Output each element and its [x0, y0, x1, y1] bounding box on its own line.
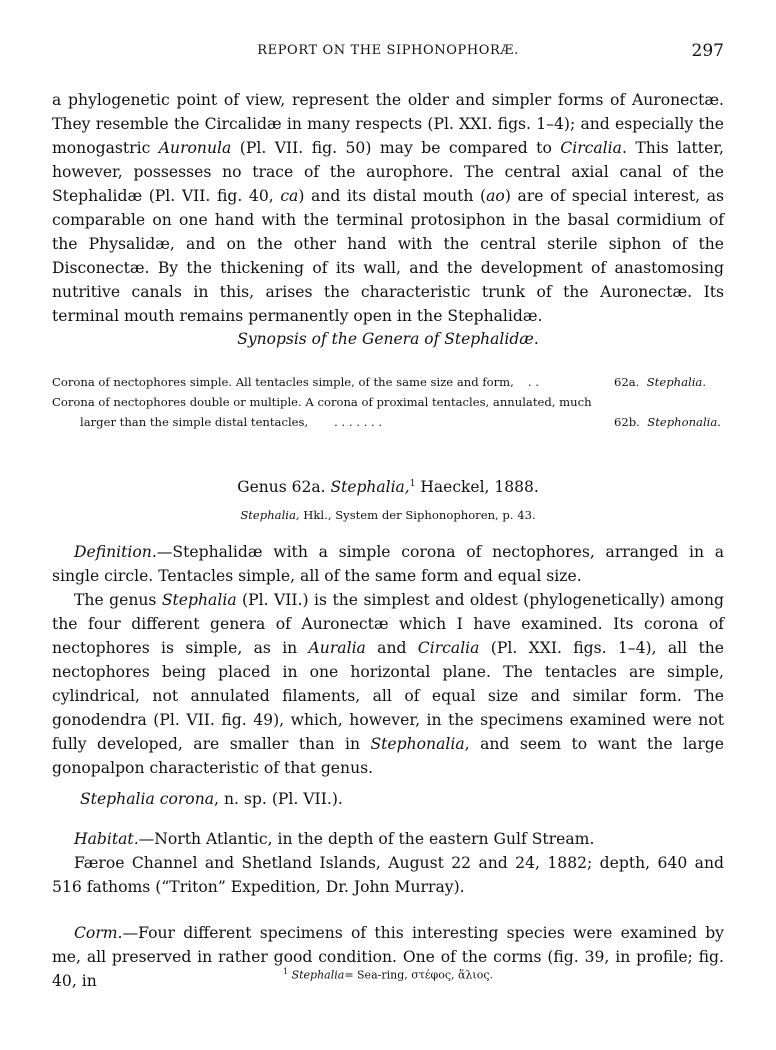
synopsis-row-text: Corona of nectophores double or multiple. A corona of proximal tentacles, annulated, much	[52, 395, 592, 409]
synopsis-row	[52, 412, 724, 432]
fig-label-ca: ca	[280, 187, 299, 205]
intro-text-1: a phylogenetic point of view, represent the older and simpler forms of Auronectæ. They resemble the Circalidæ in many respects (Pl. XXI. figs. 1–4); and especially the monogastric	[52, 91, 724, 157]
intro-paragraph	[52, 88, 724, 328]
synopsis-heading: Synopsis of the Genera of Stephalidæ.	[237, 330, 539, 348]
intro-text-5: ) are of special interest, as comparable on one hand with the terminal protosiphon in the basal cormidium of the Physalidæ, and on the other hand with the central sterile siphon of the Disconectæ. By the thickening of its wall, and the development of anastomosing nutritive canals in this, arises the characteristic trunk of the Auronectæ. Its terminal mouth remains permanently open in the Stephalidæ.	[52, 187, 724, 325]
synopsis-row-ref: 62a. Stephalia.	[614, 375, 707, 389]
footnote-term: Stephalia	[291, 968, 345, 982]
synopsis-row-ref: 62b. Stephonalia.	[614, 415, 721, 429]
genus-name: Stephalia,	[330, 478, 410, 496]
running-title: REPORT ON THE SIPHONOPHORÆ.	[257, 43, 519, 58]
page-number: 297	[691, 41, 724, 61]
species-name: Stephalia corona	[80, 790, 215, 808]
intro-text-2: (Pl. VII. fig. 50) may be compared to	[231, 139, 561, 157]
genus-name-stephonalia: Stephonalia	[370, 735, 465, 753]
habitat-label: Habitat.	[74, 830, 139, 848]
species-title: Stephalia corona, n. sp. (Pl. VII.).	[80, 790, 343, 808]
running-head	[52, 43, 724, 65]
habitat-paragraph: Habitat.—North Atlantic, in the depth of the eastern Gulf Stream. Færoe Channel and Shetland Islands, August 22 and 24, 1882; depth, 640 and 516 fathoms (“Triton” Expedition, Dr. John Murray).	[52, 827, 724, 899]
intro-text-4: ) and its distal mouth (	[298, 187, 487, 205]
genus-reference: Stephalia, Hkl., System der Siphonophoren, p. 43.	[240, 508, 536, 522]
genus-name-circalia: Circalia	[560, 139, 622, 157]
footnote-mark: 1	[409, 478, 416, 489]
genus-title: Genus 62a. Stephalia,$^1$ Haeckel, 1888.	[237, 478, 539, 496]
synopsis-row-text: Corona of nectophores simple. All tentacles simple, of the same size and form, . .	[52, 375, 539, 389]
corm-paragraph: Corm.—Four different specimens of this interesting species were examined by me, all preserved in rather good condition. One of the corms (fig. 39, in profile; fig. 40, in	[52, 924, 724, 990]
synopsis-row	[52, 372, 724, 392]
definition-text: —Stephalidæ with a simple corona of nectophores, arranged in a single circle. Tentacles simple, all of the same form and equal size.	[52, 543, 724, 585]
genus-name-circalia: Circalia	[417, 639, 480, 657]
genus-description-paragraph: The genus Stephalia (Pl. VII.) is the simplest and oldest (phylogenetically) among the four different genera of Auronectæ which I have examined. Its corona of nectophores is simple, as in Auralia and Circalia (Pl. XXI. figs. 1–4), all the nectophores being placed in one horizontal plane. The tentacles are simple, cylindrical, not annulated filaments, all of equal size and similar form. The gonodendra (Pl. VII. fig. 49), which, however, in the specimens examined were not fully developed, are smaller than in Stephonalia, and seem to want the large gonopalpon characteristic of that genus.	[52, 591, 725, 777]
fig-label-ao: ao	[486, 187, 505, 205]
intro-text-3: . This latter, however, possesses no trace of the aurophore. The central axial canal of the Stephalidæ (Pl. VII. fig. 40,	[52, 139, 724, 205]
genus-name-auronula: Auronula	[158, 139, 232, 157]
synopsis-row-text: larger than the simple distal tentacles, . . . . . . .	[80, 415, 383, 429]
corm-label: Corm.	[74, 924, 123, 942]
synopsis-row	[52, 392, 724, 412]
synopsis-table	[52, 372, 724, 432]
footnote: $^1$ Stephalia= Sea-ring, στέφος, ἅλιος.	[282, 967, 494, 982]
habitat-locality: Færoe Channel and Shetland Islands, August 22 and 24, 1882; depth, 640 and 516 fathoms (“Triton” Expedition, Dr. John Murray).	[52, 854, 724, 896]
definition-label: Definition.	[74, 543, 157, 561]
genus-name-auralia: Auralia	[308, 639, 366, 657]
definition-paragraph	[52, 540, 724, 588]
genus-name-stephalia: Stephalia	[161, 591, 237, 609]
